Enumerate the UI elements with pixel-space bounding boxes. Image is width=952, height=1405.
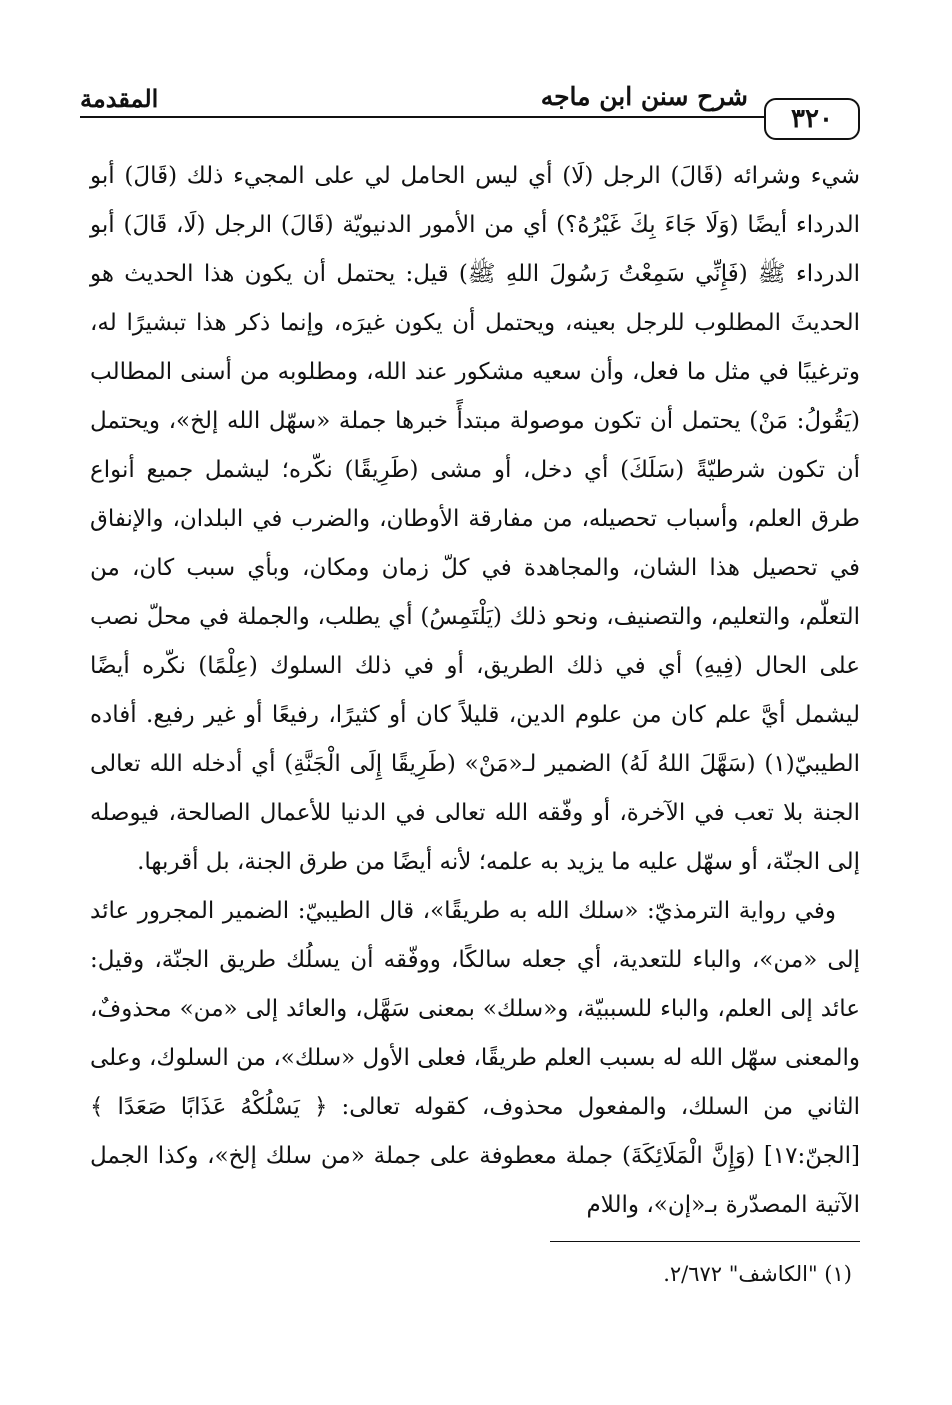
header-rule — [80, 116, 764, 118]
page-header — [80, 70, 860, 150]
paragraph-2: وفي رواية الترمذيّ: «سلك الله به طريقًا»، قال الطيبيّ: الضمير المجرور عائد إلى «من»، والباء للتعدية، أي جعله سالكًا، ووفّقه أن يسلُك طريق الجنّة، وقيل: عائد إلى العلم، والباء للسببيّة، و«سلك» بمعنى سَهَّل، والعائد إلى «من» محذوفٌ، والمعنى سهّل الله له بسبب العلم طريقًا، فعلى الأول «سلك»، من السلوك، وعلى الثاني من السلك، والمفعول محذوف، كقوله تعالى: ﴿ يَسْلُكْهُ عَذَابًا صَعَدًا ﴾ [الجنّ:١٧] (وَإِنَّ الْمَلَائِكَةَ) جملة معطوفة على جملة «من سلك إلخ»، وكذا الجمل الآتية المصدّرة بـ«إن»، واللام — [90, 898, 860, 1218]
book-title: شرح سنن ابن ماجه — [540, 82, 748, 111]
footnote-separator — [550, 1241, 860, 1242]
paragraph-1: شيء وشرائه (قَالَ) الرجل (لَا) أي ليس الحامل لي على المجيء ذلك (قَالَ) أبو الدرداء أيضًا (وَلَا جَاءَ بِكَ غَيْرُهُ؟) أي من الأمور الدنيويّة (قَالَ) الرجل (لَا، قَالَ) أبو الدرداء ﷺ (فَإِنِّي سَمِعْتُ رَسُولَ اللهِ ﷺ) قيل: يحتمل أن يكون هذا الحديث هو الحديثَ المطلوب للرجل بعينه، ويحتمل أن يكون غيرَه، وإنما ذكر هذا تبشيرًا له، وترغيبًا في مثل ما فعل، وأن سعيه مشكور عند الله، ومطلوبه من أسنى المطالب (يَقُولُ: مَنْ) يحتمل أن تكون موصولة مبتدأً خبرها جملة «سهّل الله إلخ»، ويحتمل أن تكون شرطيّةً (سَلَكَ) أي دخل، أو مشى (طَرِيقًا) نكّره؛ ليشمل جميع أنواع طرق العلم، وأسباب تحصيله، من مفارقة الأوطان، والضرب في البلدان، والإنفاق في تحصيل هذا الشان، والمجاهدة في كلّ زمان ومكان، وبأي سبب كان، من التعلّم، والتعليم، والتصنيف، ونحو ذلك (يَلْتَمِسُ) أي يطلب، والجملة في محلّ نصب على الحال (فِيهِ) أي في ذلك الطريق، أو في ذلك السلوك (عِلْمًا) نكّره أيضًا ليشمل أيَّ علم كان من علوم الدين، قليلاً كان أو كثيرًا، رفيعًا أو غير رفيع. أفاده الطيبيّ(١) (سَهَّلَ اللهُ لَهُ) الضمير لـ«مَنْ» (طَرِيقًا إِلَى الْجَنَّةِ) أي أدخله الله تعالى الجنة بلا تعب في الآخرة، أو وفّقه الله تعالى في الدنيا للأعمال الصالحة، فيوصله إلى الجنّة، أو سهّل عليه ما يزيد به علمه؛ لأنه أيضًا من طرق الجنة، بل أقربها. — [90, 163, 860, 875]
body-text — [90, 152, 860, 1230]
page-number: ٣٢٠ — [764, 98, 860, 140]
footnote-1: (١) "الكاشف" ٢/٦٧٢. — [663, 1262, 852, 1286]
section-title: المقدمة — [80, 84, 159, 113]
